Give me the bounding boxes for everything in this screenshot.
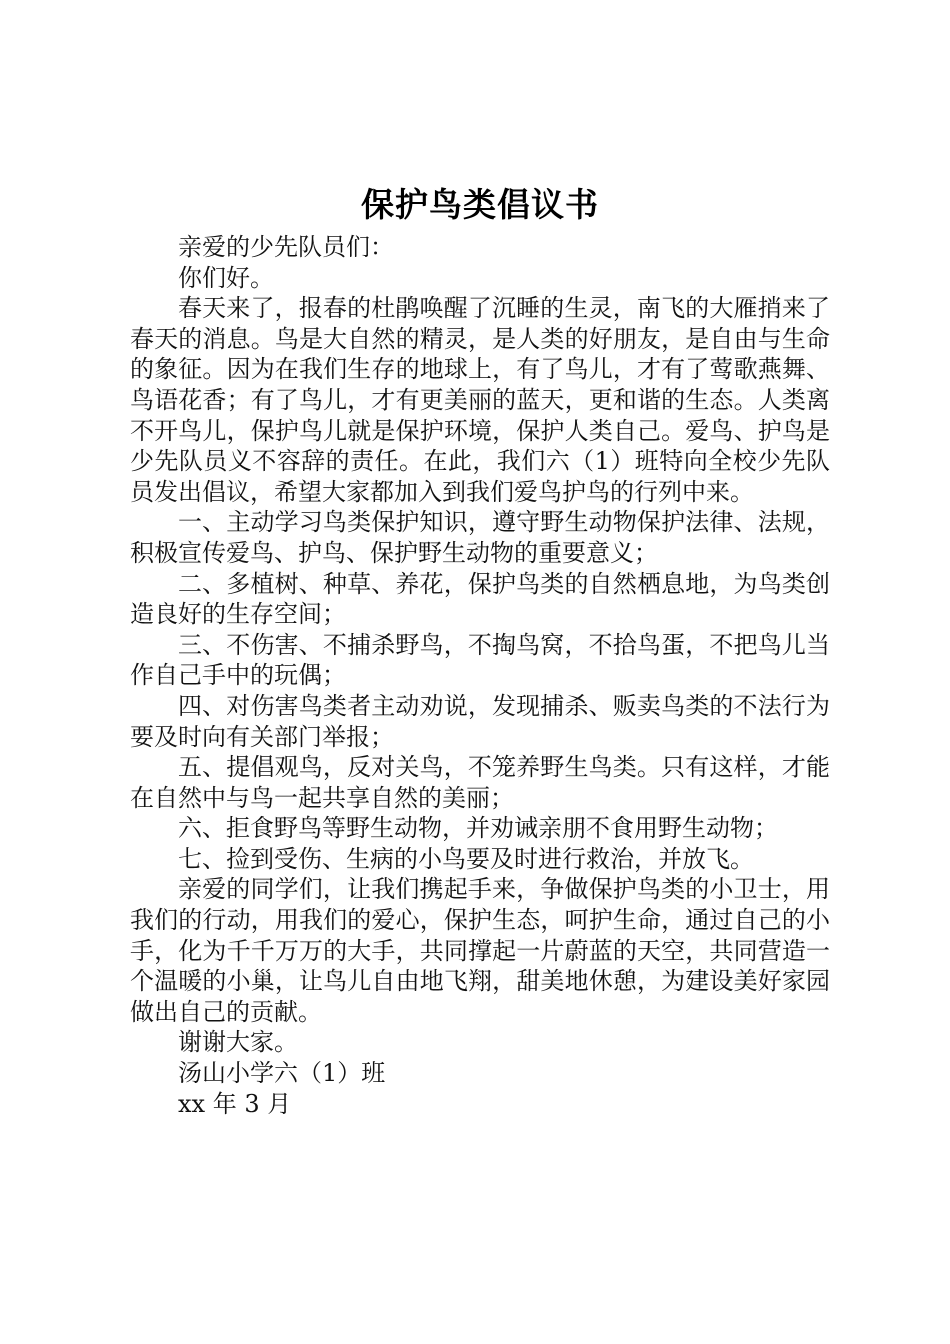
intro-paragraph: 春天来了，报春的杜鹃唤醒了沉睡的生灵，南飞的大雁捎来了春天的消息。鸟是大自然的精灵，是人类的好朋友，是自由与生命的象征。因为在我们生存的地球上，有了鸟儿，才有了莺歌燕舞、鸟语花香；有了鸟儿，才有更美丽的蓝天，更和谐的生态。人类离不开鸟儿，保护鸟儿就是保护环境，保护人类自己。爱鸟、护鸟是少先队员义不容辞的责任。在此，我们六（1）班特向全校少先队员发出倡议，希望大家都加入到我们爱鸟护鸟的行列中来。 bbox=[130, 294, 830, 506]
proposal-item-7: 七、捡到受伤、生病的小鸟要及时进行救治，并放飞。 bbox=[178, 844, 754, 873]
signature: 汤山小学六（1）班 bbox=[178, 1059, 386, 1088]
document-title: 保护鸟类倡议书 bbox=[361, 185, 599, 224]
proposal-item-5: 五、提倡观鸟，反对关鸟，不笼养野生鸟类。只有这样，才能在自然中与鸟一起共享自然的美丽； bbox=[130, 753, 830, 812]
greeting: 你们好。 bbox=[178, 263, 274, 292]
proposal-item-3: 三、不伤害、不捕杀野鸟，不掏鸟窝，不拾鸟蛋，不把鸟儿当作自己手中的玩偶； bbox=[130, 630, 830, 690]
date: xx 年 3 月 bbox=[178, 1089, 292, 1118]
proposal-item-1: 一、主动学习鸟类保护知识，遵守野生动物保护法律、法规，积极宣传爱鸟、护鸟、保护野生动物的重要意义； bbox=[130, 508, 830, 567]
proposal-item-6: 六、拒食野鸟等野生动物，并劝诫亲朋不食用野生动物； bbox=[178, 814, 778, 843]
document-page bbox=[130, 178, 830, 1119]
proposal-item-2: 二、多植树、种草、养花，保护鸟类的自然栖息地，为鸟类创造良好的生存空间； bbox=[130, 569, 830, 629]
salutation: 亲爱的少先队员们： bbox=[178, 233, 394, 261]
closing-thanks: 谢谢大家。 bbox=[178, 1028, 298, 1057]
proposal-item-4: 四、对伤害鸟类者主动劝说，发现捕杀、贩卖鸟类的不法行为要及时向有关部门举报； bbox=[130, 691, 830, 751]
closing-paragraph: 亲爱的同学们，让我们携起手来，争做保护鸟类的小卫士，用我们的行动，用我们的爱心，保护生态，呵护生命，通过自己的小手，化为千千万万的大手，共同撑起一片蔚蓝的天空，共同营造一个温暖的小巢，让鸟儿自由地飞翔，甜美地休憩，为建设美好家园做出自己的贡献。 bbox=[130, 875, 830, 1026]
